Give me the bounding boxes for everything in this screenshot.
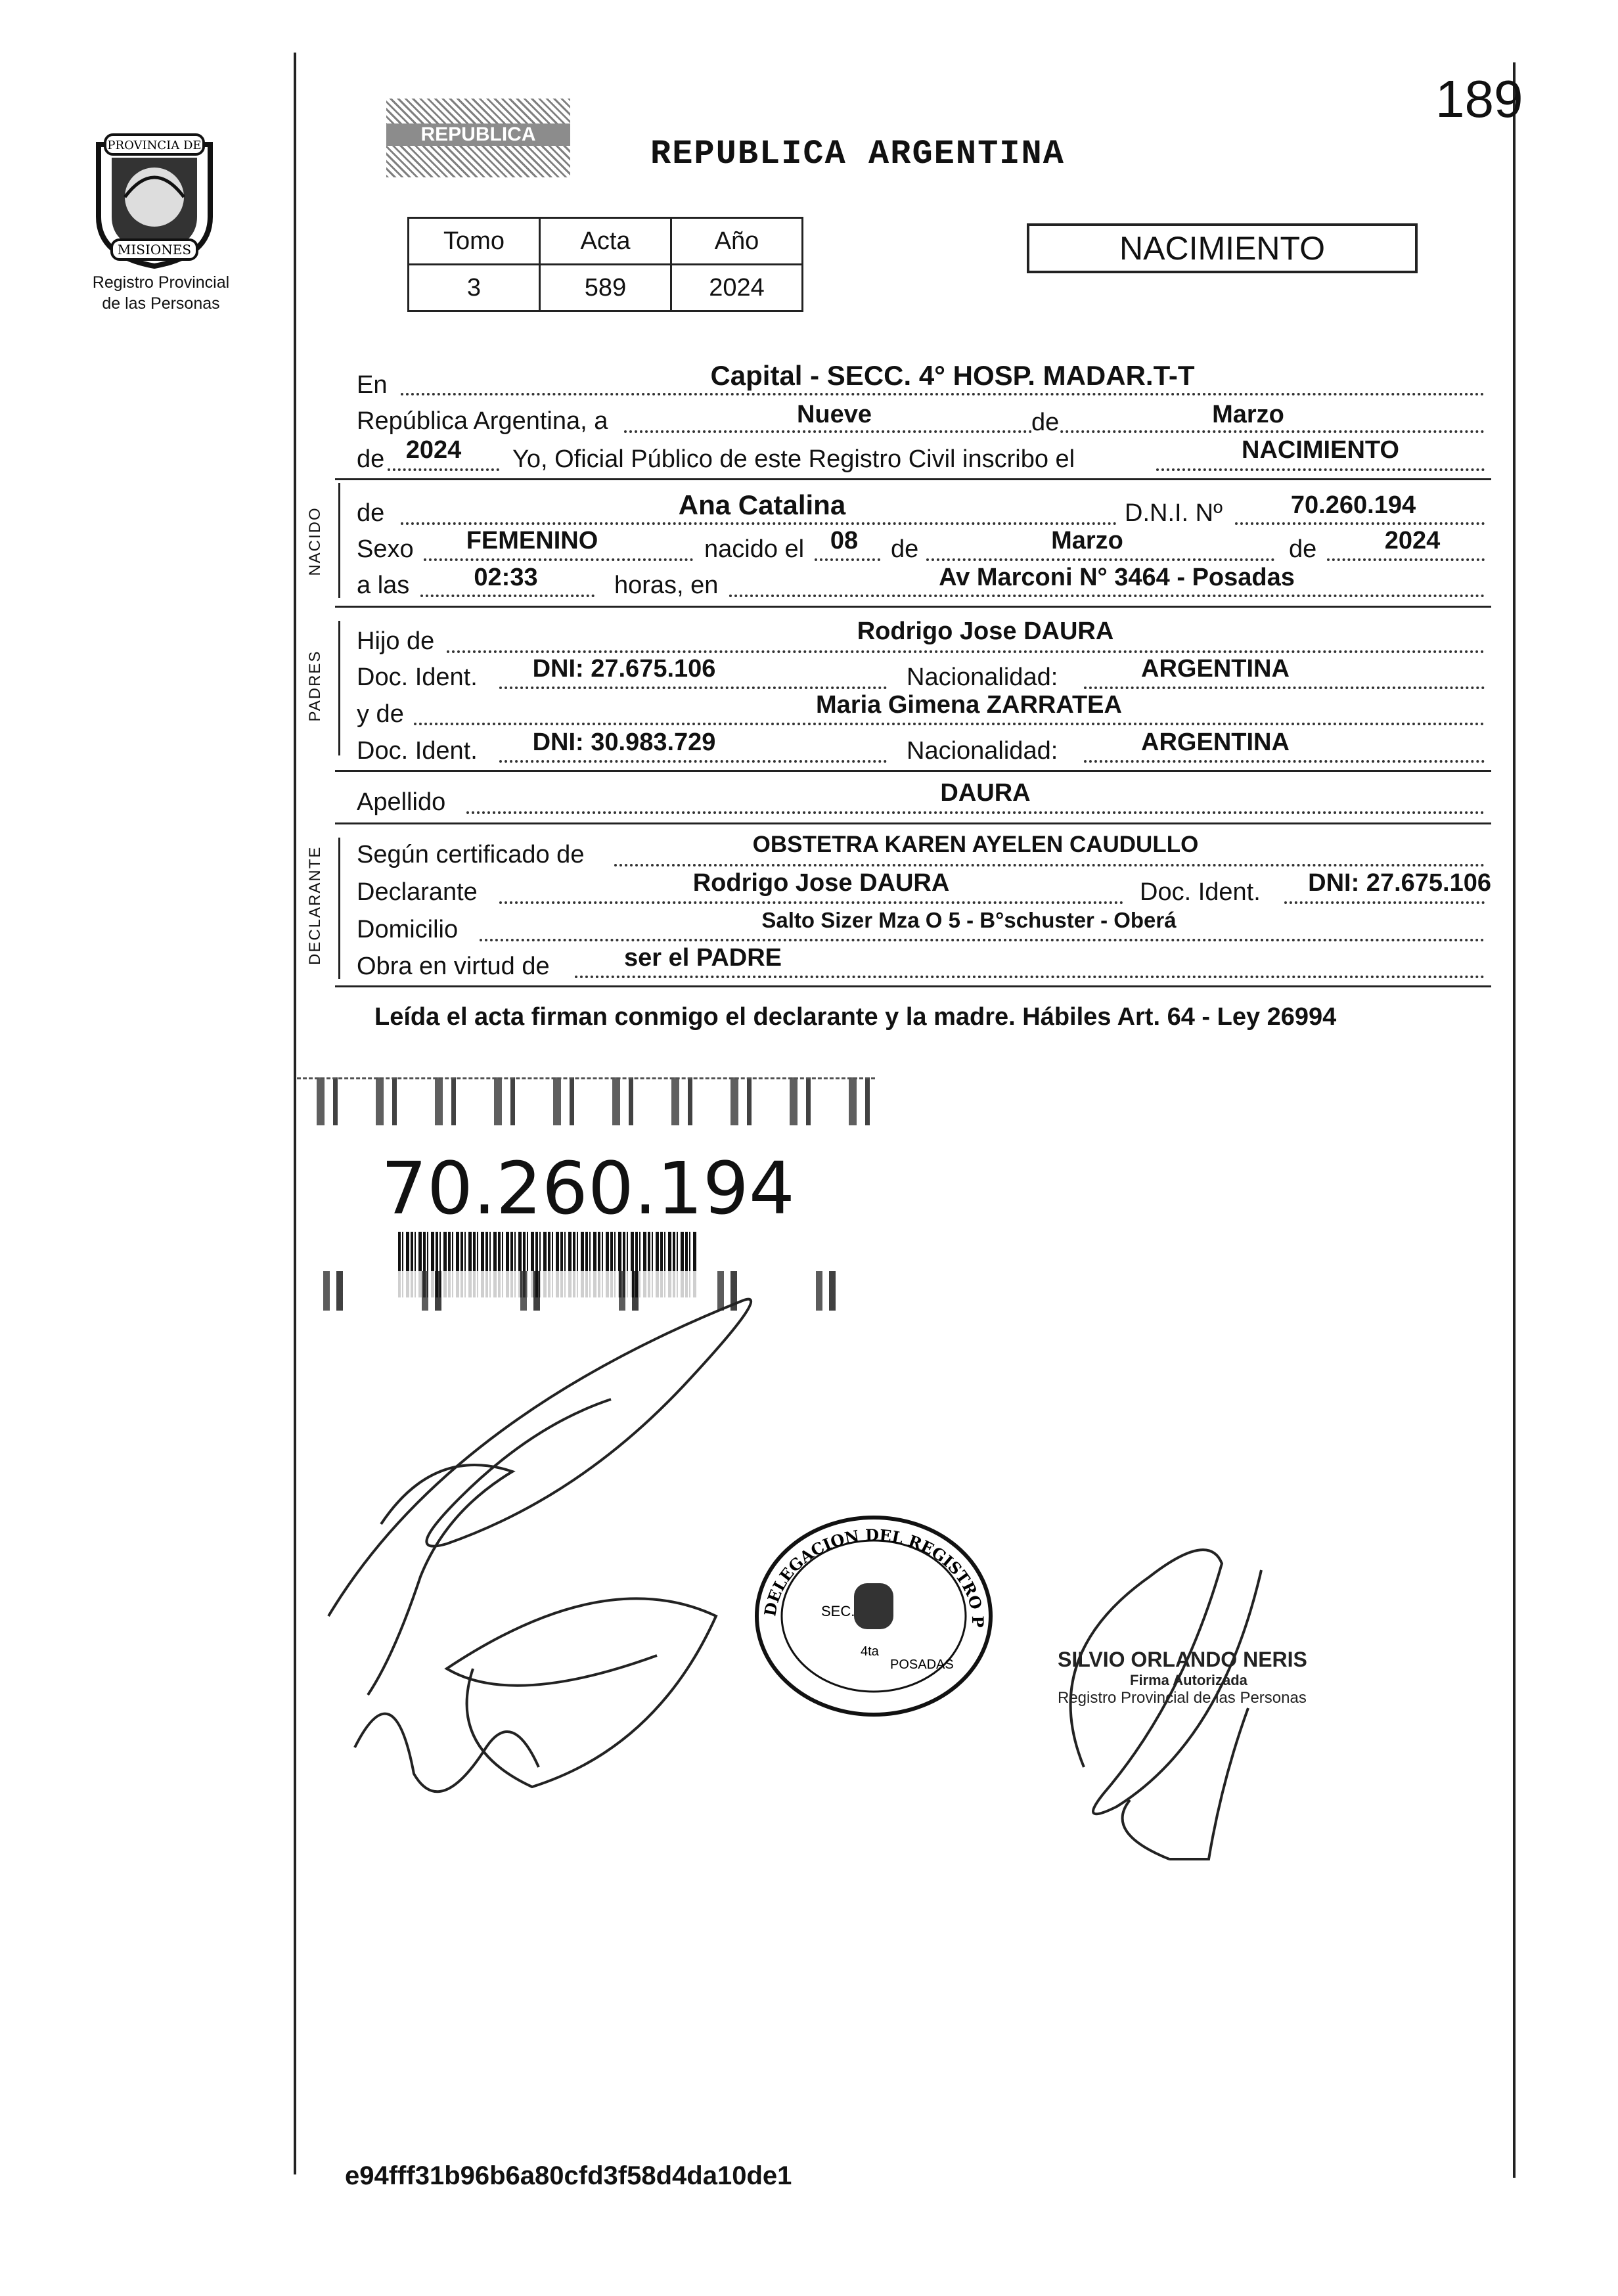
father-nat: ARGENTINA <box>1141 655 1290 683</box>
apellido-dots <box>466 811 1485 814</box>
father-doc-dots <box>499 687 887 689</box>
table-value-acta: 589 <box>540 265 671 311</box>
mother-doc-label: Doc. Ident. <box>357 737 478 765</box>
cert-label: Según certificado de <box>357 841 585 868</box>
day-value: Nueve <box>796 401 872 428</box>
official-stamp <box>749 1511 999 1721</box>
mother-nat-label: Nacionalidad: <box>907 737 1058 765</box>
mother-name: Maria Gimena ZARRATEA <box>816 691 1122 719</box>
birth-address: Av Marconi N° 3464 - Posadas <box>939 564 1295 591</box>
birth-year: 2024 <box>1384 527 1441 554</box>
event-value: NACIMIENTO <box>1242 436 1399 464</box>
table-header-ano: Año <box>671 218 803 265</box>
cert-value: OBSTETRA KAREN AYELEN CAUDULLO <box>752 832 1199 857</box>
seal-top-text: PROVINCIA DE <box>107 139 202 152</box>
en-label: En <box>357 371 388 399</box>
de-label: de <box>1031 409 1060 436</box>
registry-name <box>72 272 250 314</box>
table-header-tomo: Tomo <box>409 218 540 265</box>
birth-de2-label: de <box>1289 535 1317 563</box>
nacido-el-label: nacido el <box>704 535 805 563</box>
sexo-value: FEMENINO <box>466 527 598 554</box>
de2-dots <box>388 468 499 471</box>
nacido-de-label: de <box>357 499 385 527</box>
declarante-doc-label: Doc. Ident. <box>1140 878 1261 906</box>
en-dots <box>401 393 1485 395</box>
father-doc-label: Doc. Ident. <box>357 664 478 691</box>
doc-type: NACIMIENTO <box>1119 230 1325 267</box>
signatory-org: Registro Provincial de las Personas <box>1058 1689 1307 1707</box>
birth-year-dots <box>1327 558 1485 561</box>
registry-name-line2: de las Personas <box>102 294 220 313</box>
mother-dots <box>414 723 1485 725</box>
cert-dots <box>614 864 1485 867</box>
hijo-de-label: Hijo de <box>357 627 435 655</box>
father-doc: DNI: 27.675.106 <box>532 655 716 683</box>
declarante-value: Rodrigo Jose DAURA <box>692 869 950 897</box>
sexo-label: Sexo <box>357 535 414 563</box>
table-value-tomo: 3 <box>409 265 540 311</box>
yo-text: Yo, Oficial Público de este Registro Civil inscribo el <box>512 445 1075 473</box>
tomo-acta-ano-table <box>407 217 803 312</box>
signatory-name: SILVIO ORLANDO NERIS <box>1058 1648 1307 1671</box>
father-nat-label: Nacionalidad: <box>907 664 1058 691</box>
nacido-bracket <box>338 483 340 598</box>
birth-de-label: de <box>891 535 919 563</box>
birth-month: Marzo <box>1051 527 1123 554</box>
nacido-name-dots <box>401 522 1117 525</box>
dni-label: D.N.I. Nº <box>1125 499 1223 527</box>
divider-4 <box>335 822 1491 824</box>
horas-label: horas, en <box>614 572 719 599</box>
security-band-top <box>297 1077 875 1125</box>
father-name: Rodrigo Jose DAURA <box>857 618 1114 645</box>
declarante-section-label: DECLARANTE <box>306 845 324 965</box>
closing-text: Leída el acta firman conmigo el declarante y la madre. Hábiles Art. 64 - Ley 26994 <box>374 1003 1337 1031</box>
yo-dots <box>1156 468 1485 471</box>
header-stamp <box>386 99 570 177</box>
left-margin-line <box>294 53 296 2174</box>
table-value-ano: 2024 <box>671 265 803 311</box>
provincial-seal <box>79 118 230 269</box>
seal-bottom-text: MISIONES <box>117 242 192 258</box>
stamp-arc-text: DELEGACION DEL REGISTRO P <box>760 1525 988 1628</box>
obra-value: ser el PADRE <box>623 944 782 972</box>
mother-doc-dots <box>499 760 887 763</box>
declarante-bracket <box>338 838 340 979</box>
birth-day-dots <box>815 558 880 561</box>
obra-dots <box>575 976 1485 978</box>
page-number: 189 <box>1435 70 1523 128</box>
mother-nat: ARGENTINA <box>1141 729 1290 756</box>
divider-5 <box>335 985 1491 987</box>
apellido-value: DAURA <box>940 779 1031 807</box>
nacido-dni: 70.260.194 <box>1290 491 1416 519</box>
divider-2 <box>335 606 1491 608</box>
doc-type-box <box>1027 223 1418 273</box>
table-header-acta: Acta <box>540 218 671 265</box>
domicilio-label: Domicilio <box>357 916 459 943</box>
footer-hash: e94fff31b96b6a80cfd3f58d4da10de1 <box>345 2161 792 2190</box>
stamp-sec-text: SEC. <box>821 1603 855 1619</box>
month-value: Marzo <box>1212 401 1284 428</box>
declarante-doc: DNI: 27.675.106 <box>1308 869 1491 897</box>
declarante-label: Declarante <box>357 878 478 906</box>
divider-3 <box>335 770 1491 772</box>
birth-month-dots <box>926 558 1274 561</box>
stamp-posadas-text: POSADAS <box>890 1657 954 1672</box>
id-number: 70.260.194 <box>381 1146 795 1230</box>
document-title: REPUBLICA ARGENTINA <box>650 135 1065 173</box>
declarante-dots <box>499 901 1123 904</box>
stamp-text: REPUBLICA <box>386 124 570 146</box>
republica-label: República Argentina, a <box>357 407 608 435</box>
time-dots <box>420 595 595 597</box>
domicilio-value: Salto Sizer Mza O 5 - B°schuster - Oberá <box>761 908 1177 932</box>
dni-dots <box>1235 522 1485 525</box>
nacido-name: Ana Catalina <box>678 489 846 520</box>
padres-bracket <box>338 621 340 755</box>
y-de-label: y de <box>357 700 404 728</box>
year-value: 2024 <box>405 436 462 464</box>
registry-name-line1: Registro Provincial <box>92 273 230 292</box>
mother-doc: DNI: 30.983.729 <box>532 729 716 756</box>
birth-day: 08 <box>830 527 859 554</box>
father-nat-dots <box>1084 687 1485 689</box>
domicilio-dots <box>480 939 1485 941</box>
a-las-label: a las <box>357 572 410 599</box>
place-value: Capital - SECC. 4° HOSP. MADAR.T-T <box>710 360 1195 391</box>
divider-1 <box>335 478 1491 480</box>
father-dots <box>447 650 1485 653</box>
de2-label: de <box>357 445 385 473</box>
stamp-sec-number: 4ta <box>861 1644 879 1659</box>
declarante-doc-dots <box>1284 901 1485 904</box>
mother-nat-dots <box>1084 760 1485 763</box>
sexo-dots <box>424 558 693 561</box>
birth-time: 02:33 <box>474 564 538 591</box>
signatory-role: Firma Autorizada <box>1130 1672 1247 1688</box>
apellido-label: Apellido <box>357 788 446 816</box>
right-margin-line <box>1513 62 1516 2178</box>
obra-label: Obra en virtud de <box>357 953 550 980</box>
official-signature <box>1051 1491 1393 1899</box>
address-dots <box>729 595 1485 597</box>
nacido-section-label: NACIDO <box>306 506 324 576</box>
padres-section-label: PADRES <box>306 650 324 722</box>
